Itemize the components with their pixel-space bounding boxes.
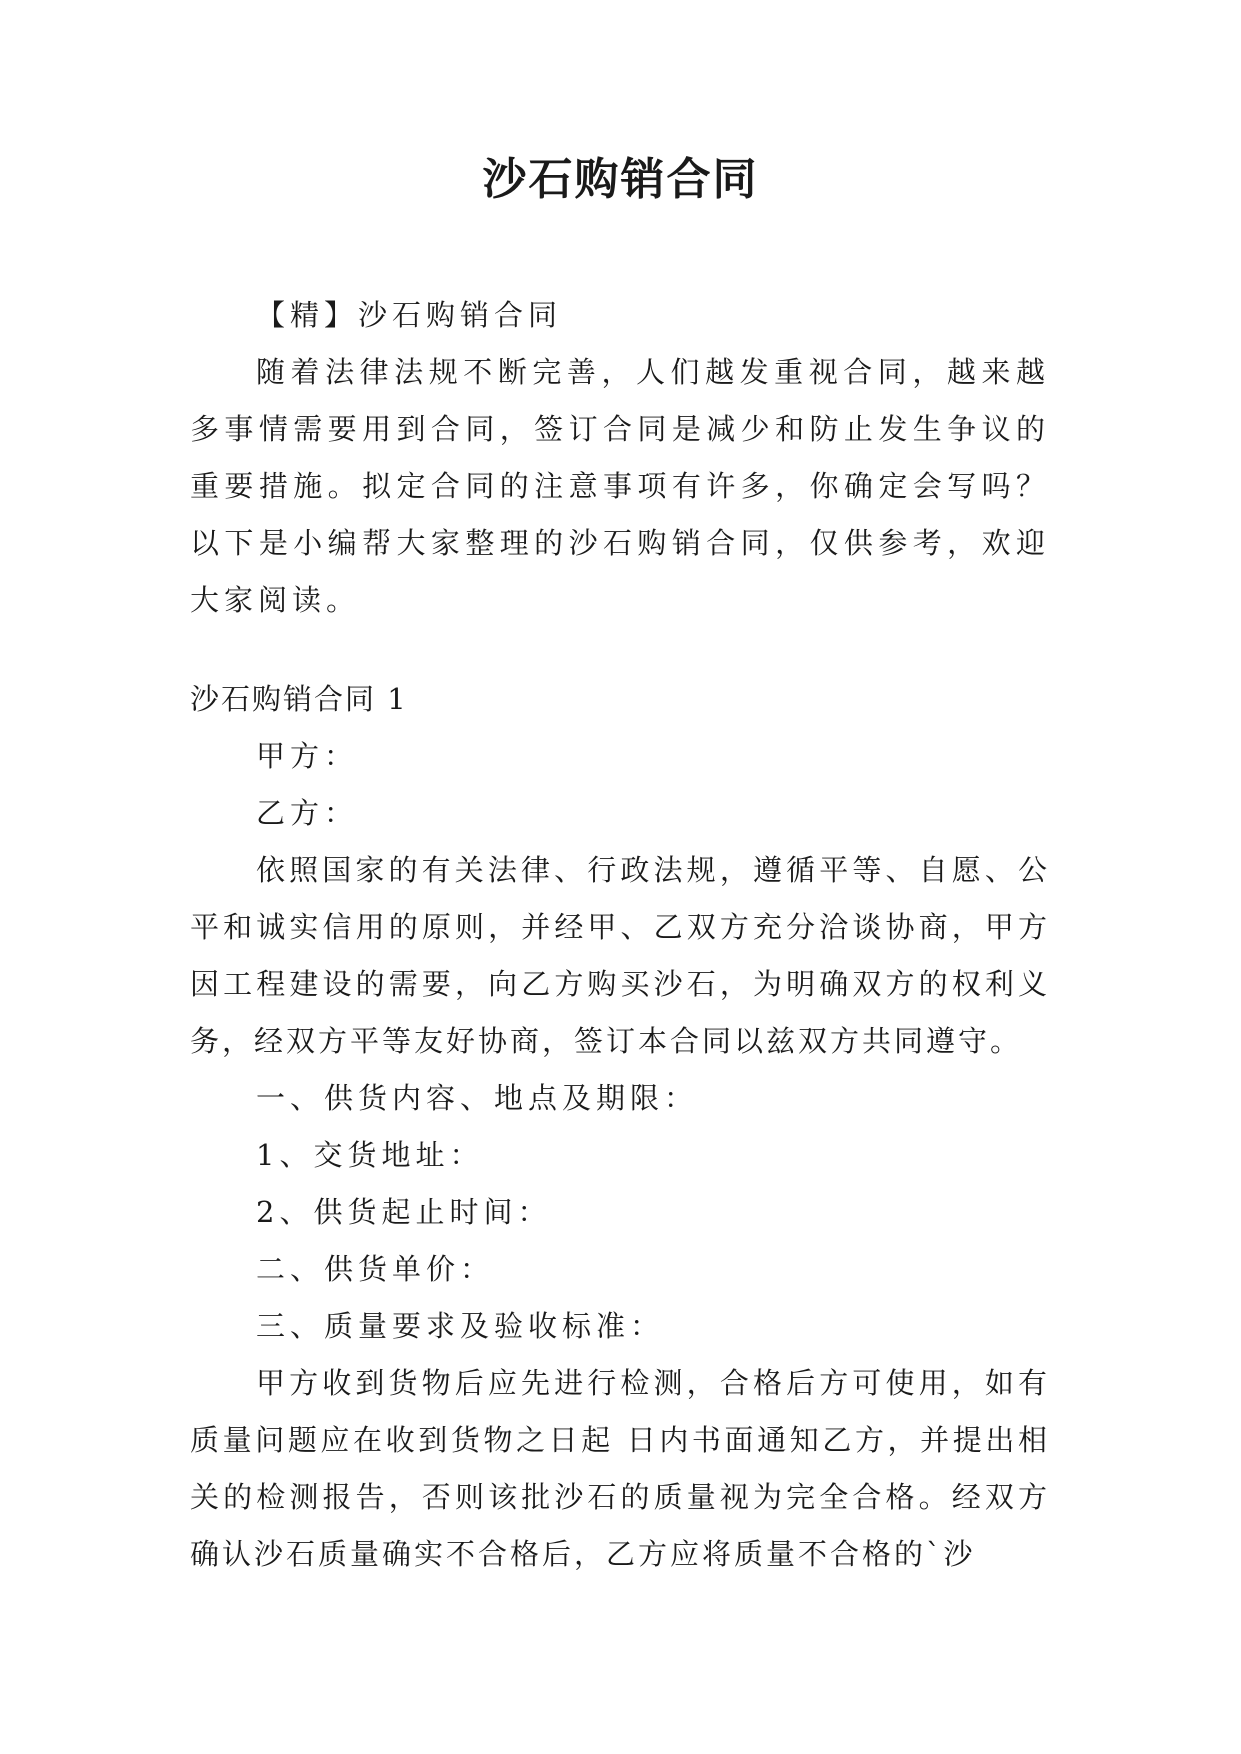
clause-3-paragraph: 甲方收到货物后应先进行检测，合格后方可使用，如有质量问题应在收到货物之日起 日内书面通知乙方，并提出相关的检测报告，否则该批沙石的质量视为完全合格。经双方确认沙石质量确实不合格后，乙方应将质量不合格的`沙	[190, 1366, 1050, 1571]
document-subtitle: 【精】沙石购销合同	[256, 298, 563, 332]
paragraph-gap	[190, 629, 1050, 671]
document-body	[190, 287, 1050, 1583]
party-b-field: 乙方：	[256, 796, 359, 830]
clause-1-heading: 一、供货内容、地点及期限：	[256, 1081, 699, 1115]
section-title: 沙石购销合同 1	[190, 682, 408, 716]
preamble-paragraph: 依照国家的有关法律、行政法规，遵循平等、自愿、公平和诚实信用的原则，并经甲、乙双方充分洽谈协商，甲方因工程建设的需要，向乙方购买沙石，为明确双方的权利义务，经双方平等友好协商，签订本合同以兹双方共同遵守。	[190, 853, 1050, 1058]
document-title: 沙石购销合同	[482, 154, 759, 205]
clause-1-2: 2、供货起止时间：	[256, 1195, 552, 1229]
clause-1-1: 1、交货地址：	[256, 1138, 484, 1172]
party-a-field: 甲方：	[256, 739, 359, 773]
clause-2-heading: 二、供货单价：	[256, 1252, 495, 1286]
clause-3-heading: 三、质量要求及验收标准：	[256, 1309, 665, 1343]
intro-paragraph: 随着法律法规不断完善，人们越发重视合同，越来越多事情需要用到合同，签订合同是减少和防止发生争议的重要措施。拟定合同的注意事项有许多，你确定会写吗？以下是小编帮大家整理的沙石购销合同，仅供参考，欢迎大家阅读。	[190, 355, 1050, 617]
